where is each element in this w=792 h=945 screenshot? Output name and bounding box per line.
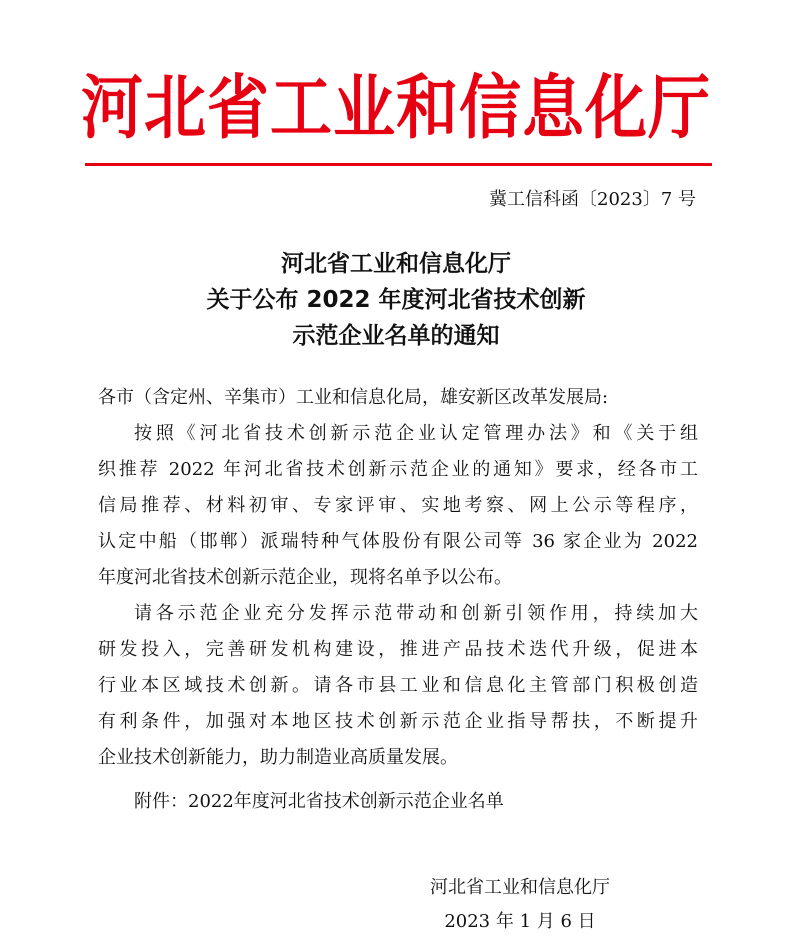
document-body — [98, 380, 698, 776]
paragraph-2-line: 行业本区域技术创新。请各市县工业和信息化主管部门积极创造 — [98, 675, 698, 696]
paragraph-1-line: 认定中船（邯郸）派瑞特种气体股份有限公司等 36 家企业为 2022 — [98, 531, 698, 552]
attachment-note: 附件：2022年度河北省技术创新示范企业名单 — [134, 791, 504, 812]
signature-date: 2023 年 1 月 6 日 — [444, 911, 596, 932]
red-divider-line — [85, 163, 712, 166]
paragraph-1-line: 信局推荐、材料初审、专家评审、实地考察、网上公示等程序， — [98, 495, 698, 516]
paragraph-1-line: 织推荐 2022 年河北省技术创新示范企业的通知》要求，经各市工 — [98, 459, 698, 480]
paragraph-2-line: 请各示范企业充分发挥示范带动和创新引领作用，持续加大 — [134, 603, 698, 624]
title-line-1: 河北省工业和信息化厅 — [281, 251, 511, 277]
paragraph-1-line: 按照《河北省技术创新示范企业认定管理办法》和《关于组 — [134, 423, 698, 444]
document-title — [0, 246, 792, 354]
paragraph-2-line: 企业技术创新能力，助力制造业高质量发展。 — [98, 747, 458, 768]
title-line-2: 关于公布 2022 年度河北省技术创新 — [206, 287, 586, 313]
document-number: 冀工信科函〔2023〕7 号 — [489, 189, 696, 210]
salutation: 各市（含定州、辛集市）工业和信息化局，雄安新区改革发展局: — [98, 387, 609, 408]
paragraph-1-line: 年度河北省技术创新示范企业，现将名单予以公布。 — [98, 567, 512, 588]
paragraph-2-line: 研发投入，完善研发机构建设，推进产品技术迭代升级，促进本 — [98, 639, 698, 660]
signature-org: 河北省工业和信息化厅 — [430, 877, 610, 898]
title-line-3: 示范企业名单的通知 — [292, 323, 500, 349]
paragraph-2-line: 有利条件，加强对本地区技术创新示范企业指导帮扶，不断提升 — [98, 711, 698, 732]
masthead-title: 河北省工业和信息化厅 — [80, 66, 711, 149]
